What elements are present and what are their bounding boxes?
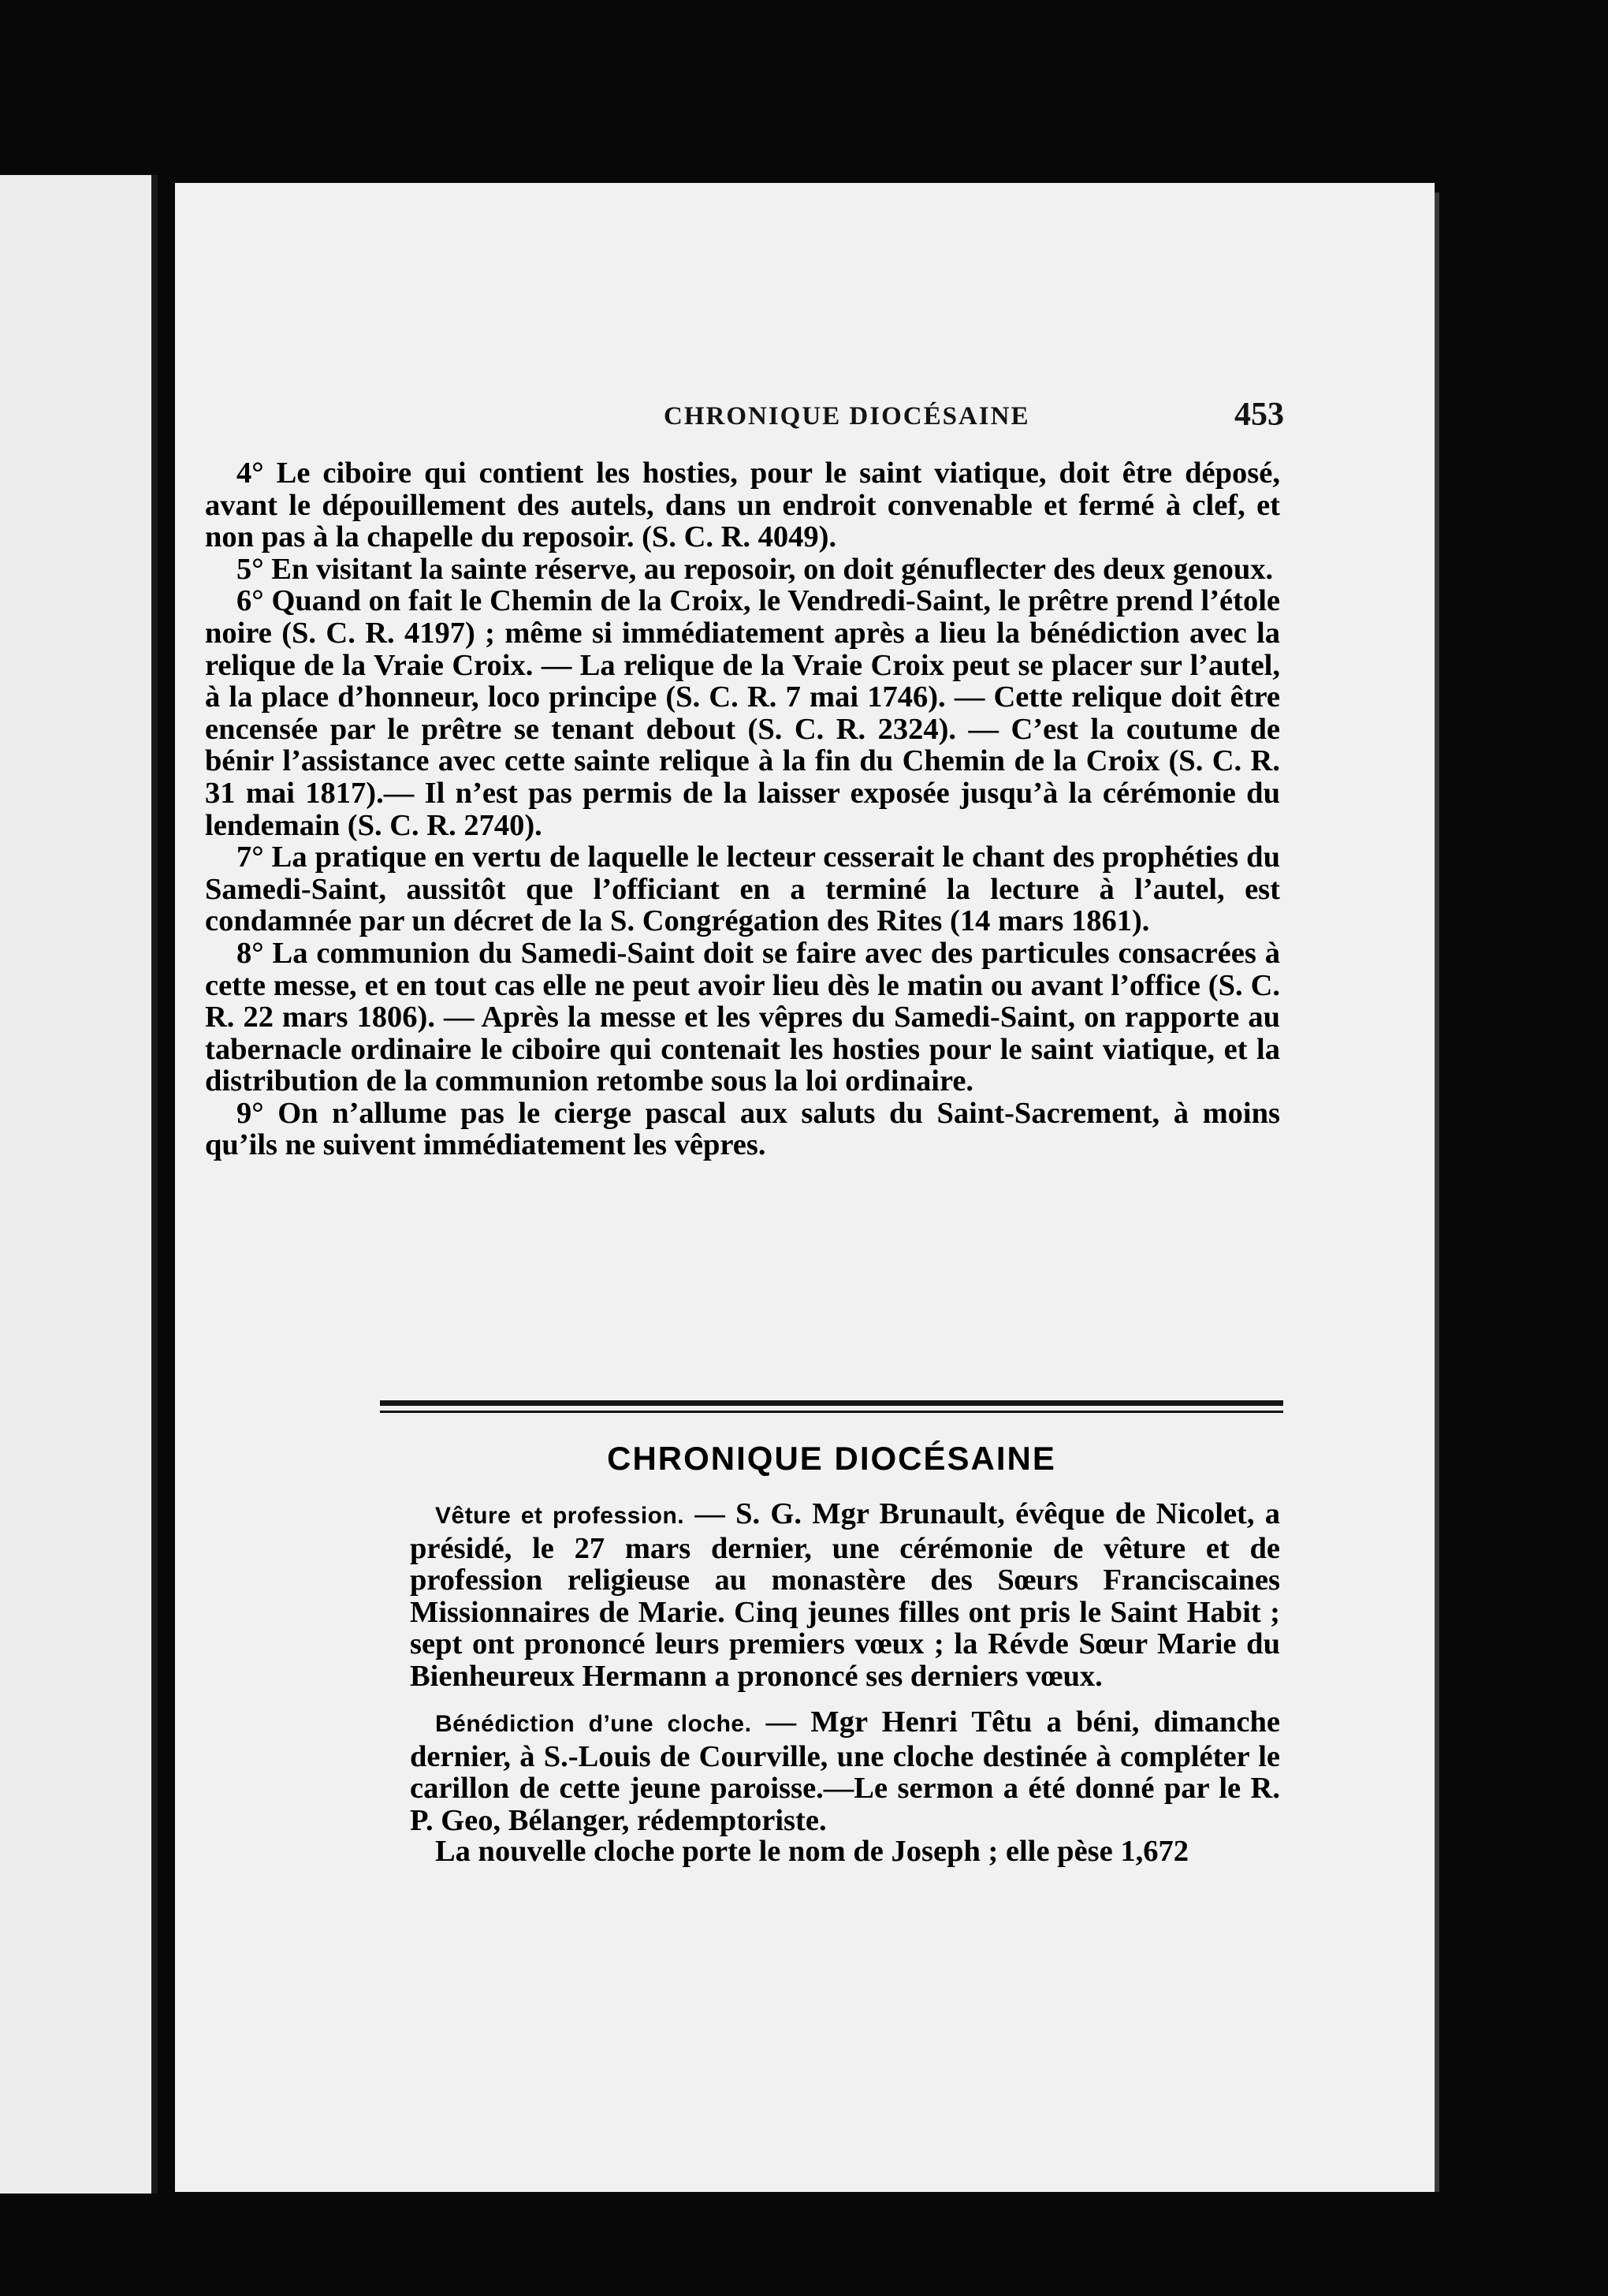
page-number: 453 <box>1234 397 1284 433</box>
section-item-heading: Vêture et profession. <box>435 1503 685 1529</box>
running-head-title: CHRONIQUE DIOCÉSAINE <box>664 402 1030 430</box>
body-text <box>205 457 1280 1161</box>
divider-rule-thick <box>380 1400 1283 1406</box>
paragraph-5: 5° En visitant la sainte réserve, au reposoir, on doit génuflecter des deux genoux. <box>236 552 1274 586</box>
page-shadow <box>1435 192 1439 2192</box>
section-title: CHRONIQUE DIOCÉSAINE <box>607 1440 1056 1477</box>
continuation-line: La nouvelle cloche porte le nom de Joseph ; elle pèse 1,672 <box>435 1835 1189 1868</box>
section-item-paragraph <box>410 1498 1280 1693</box>
paragraph-8: 8° La communion du Samedi-Saint doit se faire avec des particules consacrées à cette messe, et en tout cas elle ne peut avoir lieu dès le matin ou avant l’office (S. C. R. 22 mars 1806). — Après la messe et les vêpres du Samedi-Saint, on rapporte au tabernacle ordinaire le ciboire qui contenait les hosties pour le saint viatique, et la distribution de la communion retombe sous la loi ordinaire. <box>205 936 1280 1098</box>
section-item-text: — S. G. Mgr Brunault, évêque de Nicolet, a présidé, le 27 mars dernier, une cérémonie de vêture et de profession religieuse au monastère des Sœurs Franciscaines Missionnaires de Marie. Cinq jeunes filles ont pris le Saint Habit ; sept ont prononcé leurs premiers vœux ; la Révde Sœur Marie du Bienheureux Hermann a prononcé ses derniers vœux. <box>410 1497 1281 1693</box>
section-item-paragraph <box>410 1706 1280 1836</box>
running-head <box>175 394 1435 442</box>
divider-rule-thin <box>380 1411 1283 1413</box>
facing-page-gutter <box>151 175 158 2194</box>
paragraph-9: 9° On n’allume pas le cierge pascal aux saluts du Saint-Sacrement, à moins qu’ils ne suivent immédiatement les vêpres. <box>205 1096 1280 1162</box>
section-divider <box>380 1400 1283 1413</box>
section-item-veture <box>410 1498 1280 1693</box>
facing-page-edge <box>0 175 158 2194</box>
paragraph-6: 6° Quand on fait le Chemin de la Croix, le Vendredi-Saint, le prêtre prend l’étole noire (S. C. R. 4197) ; même si immédiatement après a lieu la bénédiction avec la relique de la Vraie Croix. — La relique de la Vraie Croix peut se placer sur l’autel, à la place d’honneur, loco principe (S. C. R. 7 mai 1746). — Cette relique doit être encensée par le prêtre se tenant debout (S. C. R. 2324). — C’est la coutume de bénir l’assistance avec cette sainte relique à la fin du Chemin de la Croix (S. C. R. 31 mai 1817).— Il n’est pas permis de la laisser exposée jusqu’à la cérémonie du lendemain (S. C. R. 2740). <box>205 584 1280 842</box>
section-item-text: — Mgr Henri Têtu a béni, dimanche dernier, à S.-Louis de Courville, une cloche destinée à compléter le carillon de cette jeune paroisse.—Le sermon a été donné par le R. P. Geo, Bélanger, rédemptoriste. <box>410 1705 1280 1837</box>
section-item-heading: Bénédiction d’une cloche. <box>435 1711 752 1737</box>
section-item-cloche <box>410 1706 1280 1836</box>
paragraph-7: 7° La pratique en vertu de laquelle le lecteur cesserait le chant des prophéties du Samedi-Saint, aussitôt que l’officiant en a terminé la lecture à l’autel, est condamnée par un décret de la S. Congrégation des Rites (14 mars 1861). <box>205 840 1280 938</box>
section-continuation <box>410 1836 1280 1868</box>
paragraph-4: 4° Le ciboire qui contient les hosties, pour le saint viatique, doit être déposé, avant le dépouillement des autels, dans un endroit convenable et fermé à clef, et non pas à la chapelle du reposoir. (S. C. R. 4049). <box>205 457 1280 554</box>
